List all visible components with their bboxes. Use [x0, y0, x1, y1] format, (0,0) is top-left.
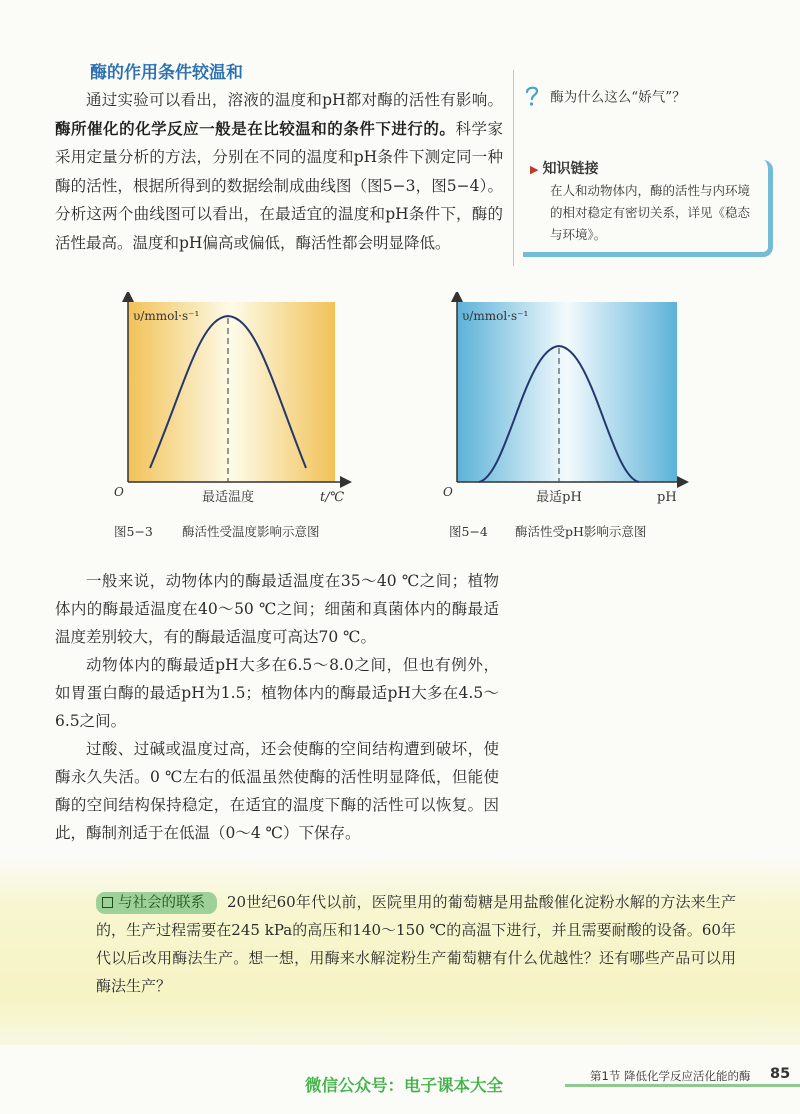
- knowledge-link-title-text: 知识链接: [542, 161, 599, 177]
- figure-ph-chart: [435, 292, 715, 552]
- chart-ph-caption-text: 酶活性受pH影响示意图: [515, 524, 647, 539]
- society-label-text: 与社会的联系: [118, 895, 205, 911]
- sidebar-divider: [513, 70, 514, 266]
- intro-text-start: 通过实验可以看出，溶液的温度和pH都对酶的活性有影响。: [86, 91, 503, 109]
- figure-temperature-chart: [100, 292, 375, 552]
- body-paragraph-3: 过酸、过碱或温度过高，还会使酶的空间结构遭到破坏，使酶永久失活。0 ℃左右的低温虽然使酶的活性明显降低，但能使酶的空间结构保持稳定，在适宜的温度下酶的活性可以恢复。因此，酶制剂适于在低温（0～4 ℃）下保存。: [55, 740, 499, 842]
- chart-ph-origin: O: [443, 485, 453, 499]
- sidebar-question: [522, 84, 762, 112]
- chart-ph-background: [457, 302, 677, 482]
- society-section: [96, 888, 736, 1000]
- chart-temp-origin: O: [114, 485, 124, 499]
- chart-temp-caption-number: 图5−3: [114, 524, 153, 539]
- page-number: 85: [770, 1066, 791, 1082]
- knowledge-link-text: 在人和动物体内，酶的活性与内环境的相对稳定有密切关系，详见《稳态与环境》。: [550, 183, 751, 242]
- chart-ph-caption-number: 图5−4: [449, 524, 488, 539]
- question-mark-icon: [522, 84, 546, 112]
- chart-temp-optimum-label: 最适温度: [201, 490, 255, 505]
- intro-text-end: 科学家采用定量分析的方法，分别在不同的温度和pH条件下测定同一种酶的活性，根据所得到的数据绘制成曲线图（图5−3，图5−4）。分析这两个曲线图可以看出，在最适宜的温度和pH条件下，酶的活性最高。温度和pH偏高或偏低，酶活性都会明显降低。: [55, 119, 503, 252]
- chart-temp-background: [128, 302, 335, 482]
- intro-paragraph: [55, 86, 503, 257]
- triangle-bullet-icon: ▶: [530, 163, 539, 176]
- body-paragraph-2: 动物体内的酶最适pH大多在6.5～8.0之间，但也有例外，如胃蛋白酶的最适pH为1.5；植物体内的酶最适pH大多在4.5～6.5之间。: [55, 656, 499, 730]
- chart-temp-y-label: υ/mmol·s⁻¹: [133, 309, 200, 323]
- body-text: [55, 567, 499, 847]
- intro-text-bold: 酶所催化的化学反应一般是在比较温和的条件下进行的。: [55, 118, 456, 138]
- chart-ph-optimum-label: 最适pH: [536, 490, 582, 505]
- section-title: 酶的作用条件较温和: [90, 63, 243, 83]
- chart-ph-y-label: υ/mmol·s⁻¹: [462, 309, 529, 323]
- knowledge-link-title: [530, 158, 598, 178]
- chart-ph-x-label: pH: [657, 490, 677, 505]
- footer-chapter: 第1节 降低化学反应活化能的酶: [590, 1069, 751, 1083]
- body-paragraph-1: 一般来说，动物体内的酶最适温度在35～40 ℃之间；植物体内的酶最适温度在40～50 ℃之间；细菌和真菌体内的酶最适温度差别较大，有的酶最适温度可高达70 ℃。: [55, 572, 499, 646]
- box-icon: [102, 897, 113, 908]
- footer-line: [565, 1084, 800, 1087]
- society-text: 20世纪60年代以前，医院里用的葡萄糖是用盐酸催化淀粉水解的方法来生产的，生产过程需要在245 kPa的高压和140～150 ℃的高温下进行，并且需要耐酸的设备。60年代以后改用酶法生产。想一想，用酶来水解淀粉生产葡萄糖有什么优越性？还有哪些产品可以用酶法生产？: [96, 893, 736, 995]
- chart-temp-x-label: t/℃: [320, 490, 345, 505]
- chart-temp-caption-text: 酶活性受温度影响示意图: [182, 524, 320, 539]
- sidebar-question-text: 酶为什么这么“娇气”？: [550, 89, 686, 106]
- society-label-badge: [96, 892, 217, 914]
- watermark: 微信公众号：电子课本大全: [305, 1076, 503, 1095]
